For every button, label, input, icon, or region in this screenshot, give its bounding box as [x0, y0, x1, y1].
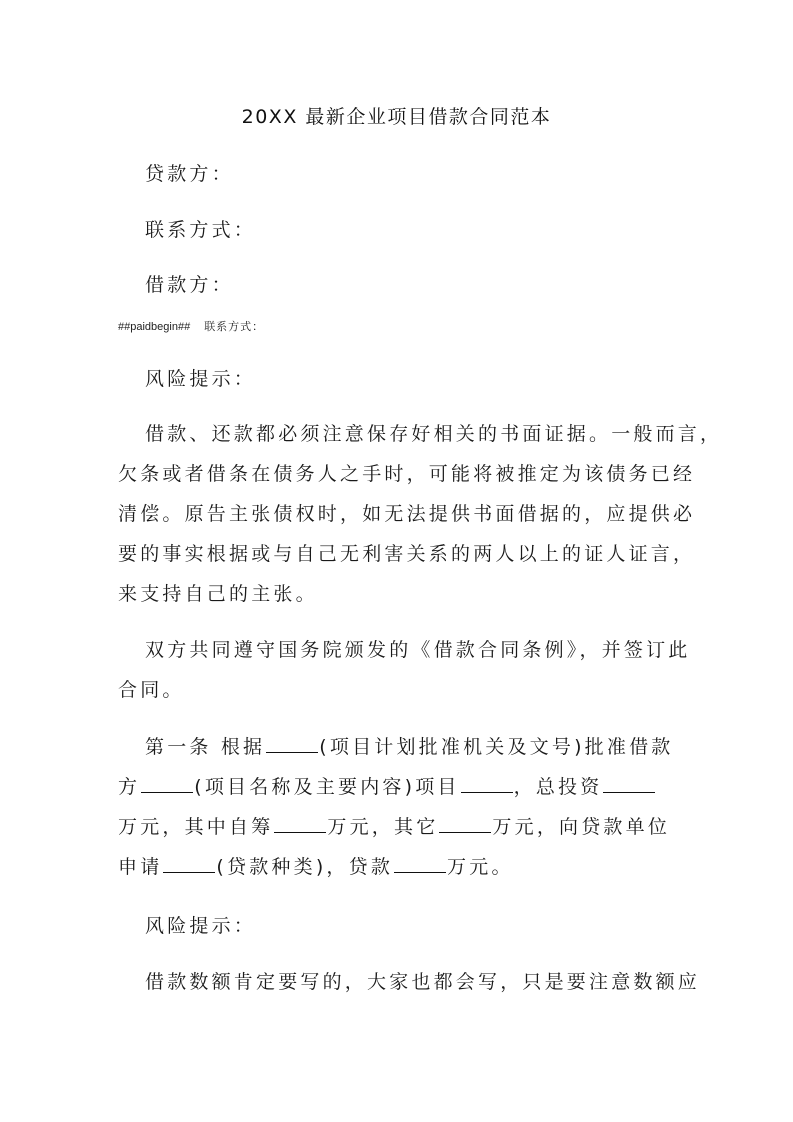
blank-total-investment[interactable] — [603, 774, 655, 793]
blank-loan-amount[interactable] — [394, 854, 446, 873]
blank-project[interactable] — [461, 774, 513, 793]
article-1-line — [118, 774, 678, 800]
borrower-contact-label: 联系方式： — [204, 320, 265, 333]
blank-self-raised[interactable] — [274, 814, 326, 833]
article-1-line — [118, 854, 678, 880]
risk-note-1-line: 清偿。原告主张债权时，如无法提供书面借据的，应提供必 — [118, 503, 696, 525]
article-1-text: 方 — [118, 776, 141, 798]
blank-loan-type[interactable] — [163, 854, 215, 873]
preamble-line: 双方共同遵守国务院颁发的《借款合同条例》，并签订此 — [145, 639, 691, 661]
article-1-text: 万元，向贷款单位 — [492, 816, 671, 838]
article-1-line — [118, 814, 678, 840]
article-1-text: (项目计划批准机关及文号)批准借款 — [319, 736, 674, 758]
article-1-text: (贷款种类)，贷款 — [216, 856, 394, 878]
borrower-contact-row — [118, 319, 264, 335]
risk-note-1-line: 欠条或者借条在债务人之手时，可能将被推定为该债务已经 — [118, 463, 696, 485]
preamble-line: 合同。 — [118, 679, 185, 701]
risk-note-2-line: 借款数额肯定要写的，大家也都会写，只是要注意数额应 — [145, 971, 701, 993]
risk-note-2-heading: 风险提示： — [145, 915, 257, 937]
blank-other-funds[interactable] — [439, 814, 491, 833]
article-1-line — [145, 734, 705, 760]
risk-note-1-line: 借款、还款都必须注意保存好相关的书面证据。一般而言， — [145, 423, 723, 445]
blank-project-name[interactable] — [141, 774, 193, 793]
article-1-text: 第一条 根据 — [145, 736, 266, 758]
article-1-text: 万元，其它 — [327, 816, 439, 838]
risk-note-1-heading: 风险提示： — [145, 368, 257, 390]
article-1-text: ，总投资 — [513, 776, 603, 798]
borrower-label: 借款方： — [145, 274, 234, 296]
article-1-text: 万元。 — [447, 856, 514, 878]
lender-label: 贷款方： — [145, 163, 234, 185]
risk-note-1-line: 要的事实根据或与自己无利害关系的两人以上的证人证言， — [118, 543, 696, 565]
article-1-text: 申请 — [118, 856, 163, 878]
risk-note-1-line: 来支持自己的主张。 — [118, 583, 318, 605]
lender-contact-label: 联系方式： — [145, 219, 257, 241]
article-1-text: 万元，其中自筹 — [118, 816, 274, 838]
document-title: 20XX 最新企业项目借款合同范本 — [241, 106, 552, 128]
paid-marker: ##paidbegin## — [118, 321, 191, 333]
article-1-text: (项目名称及主要内容)项目 — [194, 776, 460, 798]
blank-approval-authority[interactable] — [266, 734, 318, 753]
